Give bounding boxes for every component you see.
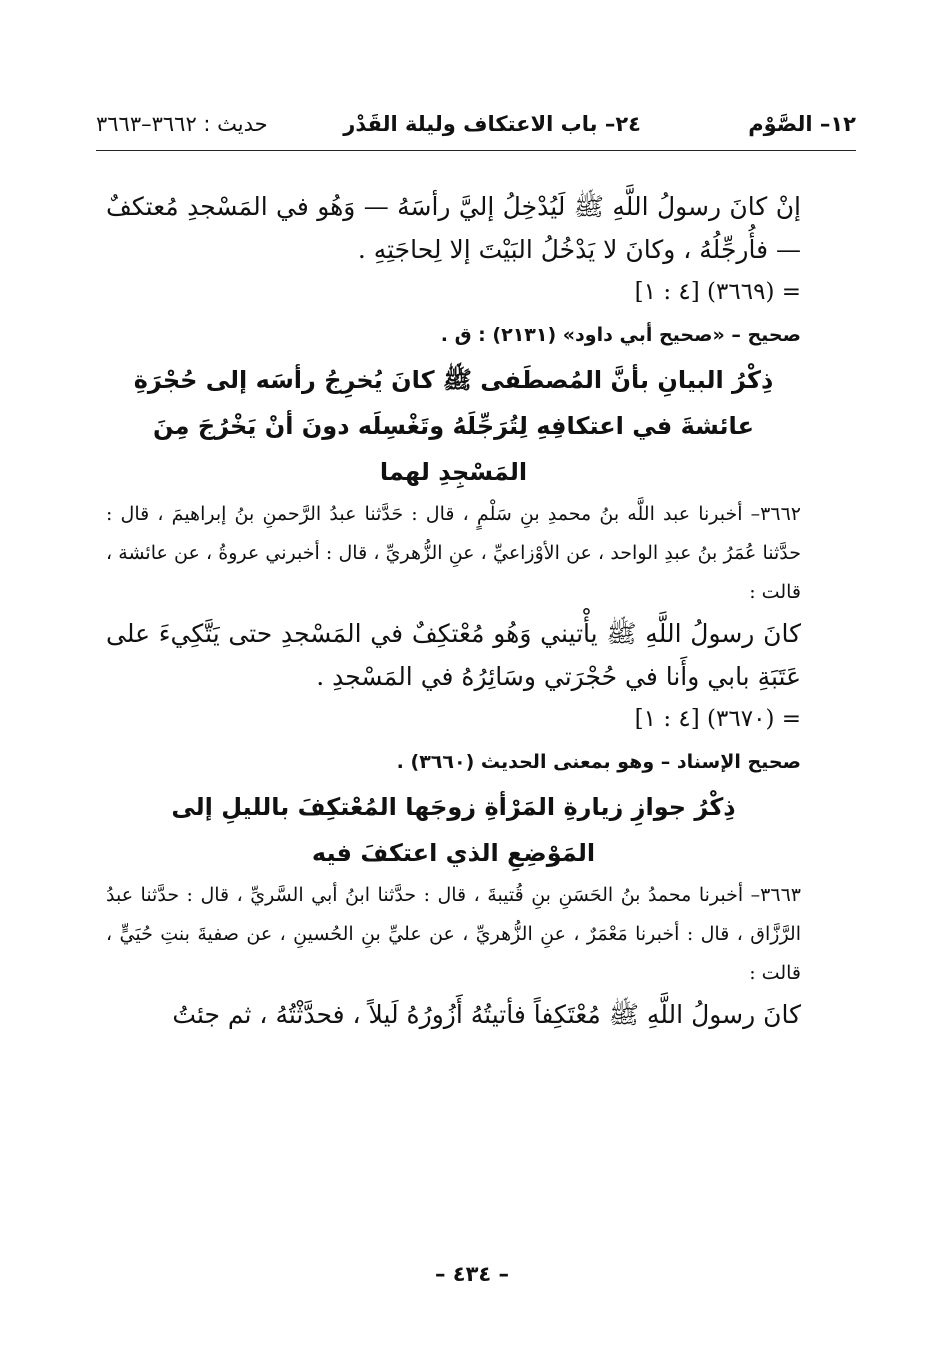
hadith-isnad: ٣٦٦٣– أخبرنا محمدُ بنُ الحَسَنِ بنِ قُتيبةَ ، قال : حدَّثنا ابنُ أبي السَّريِّ ، قال : حدَّثنا عبدُ الرَّزَّاق ، قال : أخبرنا مَعْمَرٌ ، عنِ الزُّهريِّ ، عن عليِّ بنِ الحُسينِ ، عن صفيةَ بنتِ حُيَيٍّ ، قالت : <box>106 884 801 984</box>
hadith-grading: صحيح – «صحيح أبي داود» (٢١٣١) : ق . <box>440 324 801 346</box>
cross-reference: = (٣٦٦٩) [٤ : ١] <box>634 279 801 305</box>
chapter-heading: ذِكْرُ جوازِ زيارةِ المَرْأةِ زوجَها المُعْتكِفَ بالليلِ إلى المَوْضِعِ الذي اعتكفَ فيه <box>171 793 736 867</box>
hadith-grading: صحيح الإسناد – وهو بمعنى الحديث (٣٦٦٠) . <box>396 751 801 773</box>
cross-reference: = (٣٦٧٠) [٤ : ١] <box>634 706 801 732</box>
header-hadith-range: حديث : ٣٦٦٢–٣٦٦٣ <box>96 112 268 136</box>
running-header <box>96 108 856 144</box>
page-number: – ٤٣٤ – <box>434 1262 510 1286</box>
hadith-text: كانَ رسولُ اللَّهِ ﷺ مُعْتَكِفاً فأتيتُهُ أَزُورُهُ لَيلاً ، فحدَّثْتُهُ ، ثم جئتُ <box>172 1000 801 1029</box>
hadith-isnad: ٣٦٦٢– أخبرنا عبد اللَّه بنُ محمدِ بنِ سَلْمٍ ، قال : حَدَّثنا عبدُ الرَّحمنِ بنُ إبراهيمَ ، قال : حدَّثنا عُمَرُ بنُ عبدِ الواحد ، عن الأوْزاعيِّ ، عنِ الزُّهريِّ ، قال : أخبرني عروةُ ، عن عائشة ، قالت : <box>106 503 801 603</box>
header-chapter: ١٢– الصَّوْم <box>748 112 856 136</box>
header-section: ٢٤– باب الاعتكاف وليلة القَدْر <box>343 112 641 136</box>
chapter-heading: ذِكْرُ البيانِ بأنَّ المُصطَفى ﷺ كانَ يُخرِجُ رأسَه إلى حُجْرَةِ عائشةَ في اعتكافِهِ لِتُرَجِّلَهُ وتَغْسِلَه دونَ أنْ يَخْرُجَ مِنَ المَسْجِدِ لهما <box>133 366 774 486</box>
hadith-text: إنْ كانَ رسولُ اللَّهِ ﷺ لَيُدْخِلُ إليَّ رأسَهُ — وَهُو في المَسْجدِ مُعتكفٌ — فأُرجِّلُهُ ، وكانَ لا يَدْخُلُ البَيْتَ إلا لِحاجَتِهِ . <box>106 192 801 264</box>
header-rule <box>96 150 856 151</box>
hadith-text: كانَ رسولُ اللَّهِ ﷺ يأْتيني وَهُو مُعْتكِفٌ في المَسْجدِ حتى يَتَّكِيءَ على عَتَبَةِ بابي وأَنا في حُجْرَتي وسَائِرُهُ في المَسْجدِ . <box>106 619 801 691</box>
page-body <box>106 185 801 1036</box>
